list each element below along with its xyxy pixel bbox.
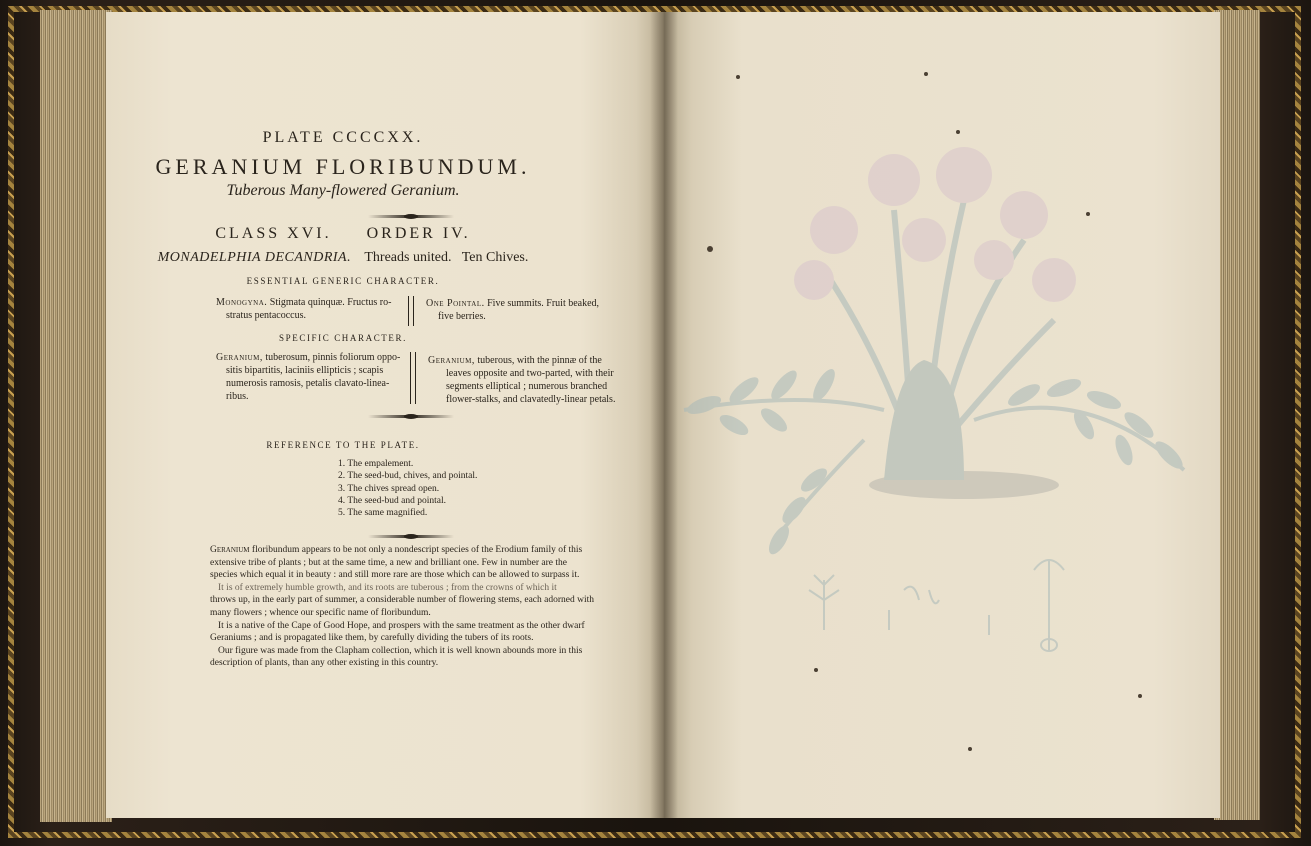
essential-latin-line1: Stigmata quinquæ. Fructus ro-	[269, 297, 392, 308]
chives-text: Ten Chives.	[461, 250, 529, 265]
essential-latin	[216, 296, 398, 322]
essential-english-line1: Five summits. Fruit beaked,	[487, 298, 600, 309]
essential-latin-label: Monogyna.	[216, 297, 268, 308]
body-line: It is a native of the Cape of Good Hope, and prospers with the same treatment as the other dwarf	[218, 620, 585, 631]
body-text	[210, 544, 612, 670]
left-page	[106, 12, 664, 818]
specific-english-line2: segments elliptical ; numerous branched	[446, 381, 608, 392]
plate-number: PLATE CCCCXX.	[262, 129, 424, 146]
foxing-spot	[1138, 694, 1142, 698]
specific-english-line1: leaves opposite and two-parted, with their	[446, 368, 614, 379]
divider-rule	[368, 215, 454, 218]
reference-heading: REFERENCE TO THE PLATE.	[266, 440, 420, 450]
foxing-spot	[924, 72, 928, 76]
threads-text: Threads united.	[364, 250, 452, 265]
reference-list	[338, 458, 477, 519]
essential-english-line2: five berries.	[438, 311, 486, 322]
plate-title: GERANIUM FLORIBUNDUM.	[155, 154, 531, 179]
specific-latin-line2: numerosis ramosis, petalis clavato-linea-	[226, 378, 390, 389]
specific-english-label: Geranium,	[428, 355, 475, 366]
specific-english-line3: flower-stalks, and clavatedly-linear petals.	[446, 394, 616, 405]
divider-rule	[368, 535, 454, 538]
order-label: ORDER IV.	[366, 225, 471, 242]
geranium-plate-image	[664, 120, 1224, 680]
reference-item: 3. The chives spread open.	[338, 483, 440, 494]
double-bar	[410, 352, 416, 404]
body-line: throws up, in the early part of summer, a considerable number of flowering stems, each adorned with	[210, 595, 594, 606]
foxing-spot	[956, 130, 960, 134]
body-line: Our figure was made from the Clapham collection, which it is well known abounds more in this	[218, 645, 583, 656]
paragraph	[210, 544, 612, 582]
foxing-spot	[968, 747, 972, 751]
specific-latin-label: Geranium,	[216, 352, 263, 363]
dissection-figures	[809, 560, 1064, 651]
tuber	[884, 360, 964, 480]
class-label: CLASS XVI.	[215, 225, 332, 242]
specific-english	[428, 354, 628, 406]
paragraph	[210, 645, 612, 670]
body-line: many flowers ; whence our specific name of floribundum.	[210, 607, 431, 618]
specific-heading: SPECIFIC CHARACTER.	[279, 333, 407, 343]
reference-item: 2. The seed-bud, chives, and pointal.	[338, 471, 478, 482]
foxing-spot	[1086, 212, 1090, 216]
essential-english-label: One Pointal.	[426, 298, 485, 309]
specific-latin-line1: sitis bipartitis, laciniis ellipticis ; scapis	[226, 365, 384, 376]
foxing-spot	[814, 668, 818, 672]
paragraph	[210, 620, 612, 645]
essential-heading: ESSENTIAL GENERIC CHARACTER.	[246, 276, 440, 286]
body-line: description of plants, than any other existing in this country.	[210, 658, 439, 669]
specific-english-line0: tuberous, with the pinnæ of the	[477, 355, 602, 366]
latin-classification: MONADELPHIA DECANDRIA.	[157, 250, 352, 265]
reference-item: 1. The empalement.	[338, 459, 414, 469]
body-line: Geraniums ; and is propagated like them, by carefully dividing the tubers of its roots.	[210, 633, 534, 644]
plate-subtitle: Tuberous Many-flowered Geranium.	[226, 182, 460, 199]
body-line: species which equal it in beauty : and still more rare are those which can be allowed to surpass it.	[210, 570, 580, 581]
classification-line	[0, 250, 686, 266]
class-order-line	[0, 225, 686, 243]
paragraph	[210, 582, 612, 620]
foxing-spot	[707, 246, 713, 252]
double-bar	[408, 296, 414, 326]
divider-rule	[368, 415, 454, 418]
foxing-spot	[736, 75, 740, 79]
body-line: It is of extremely humble growth, and its roots are tuberous ; from the crowns of which it	[218, 582, 557, 593]
flowers	[794, 147, 1076, 302]
specific-latin	[216, 351, 402, 403]
specific-latin-line3: ribus.	[226, 391, 249, 402]
body-line: extensive tribe of plants ; but at the same time, a new and brilliant one. Few in number are the	[210, 557, 567, 568]
leaves	[685, 366, 839, 557]
reference-item: 4. The seed-bud and pointal.	[338, 495, 446, 506]
specific-latin-line0: tuberosum, pinnis foliorum oppo-	[265, 352, 401, 363]
body-line: floribundum appears to be not only a nondescript species of the Erodium family of this	[251, 545, 583, 555]
essential-latin-line2: stratus pentacoccus.	[226, 310, 306, 321]
essential-english	[426, 297, 626, 323]
body-label: Geranium	[210, 545, 250, 555]
reference-item: 5. The same magnified.	[338, 508, 428, 519]
